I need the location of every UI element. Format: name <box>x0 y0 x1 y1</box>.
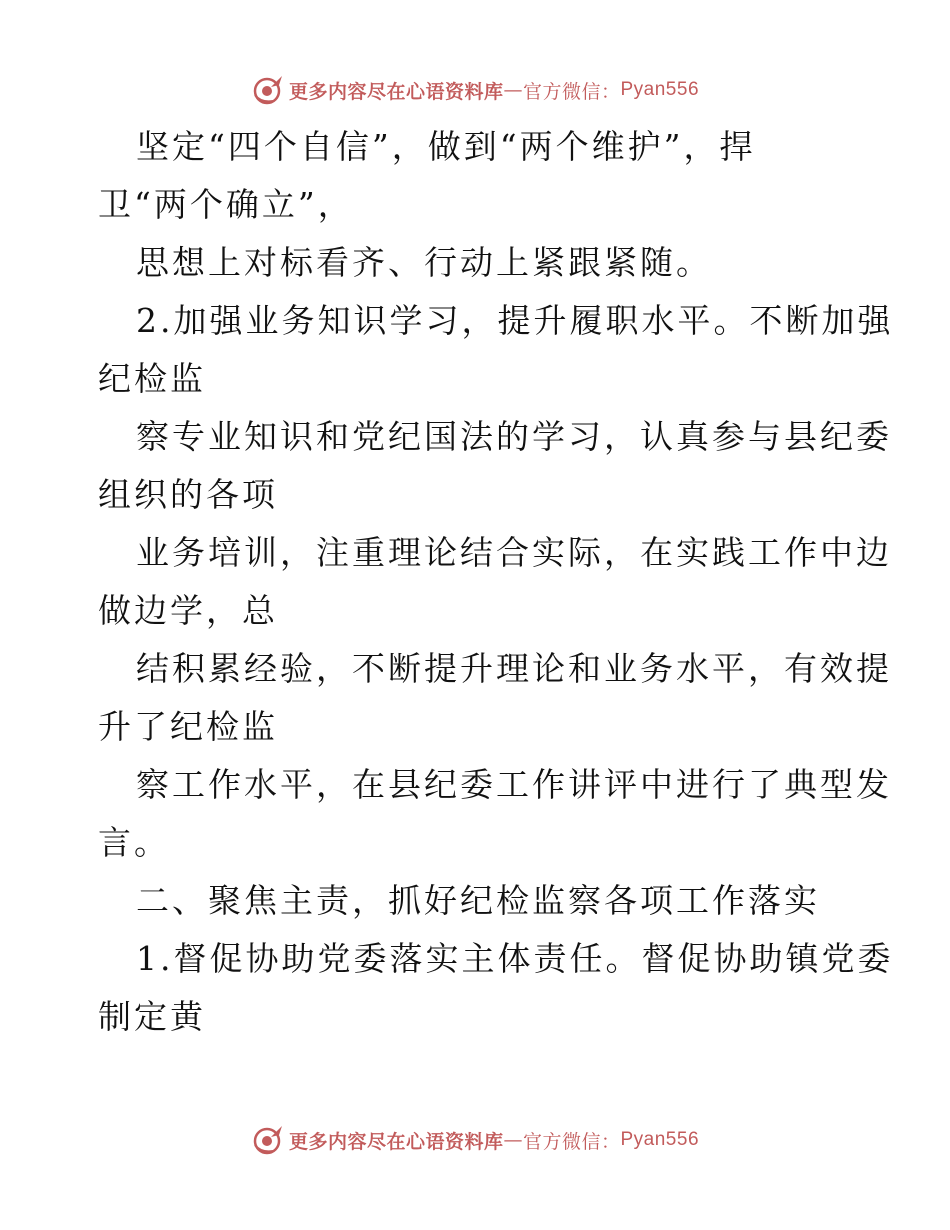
watermark-dash: — <box>503 1129 523 1151</box>
watermark-header <box>0 70 950 110</box>
text-line: 察专业知识和党纪国法的学习，认真参与县纪委 <box>136 417 892 456</box>
watermark-footer <box>0 1120 950 1160</box>
quill-pen-logo-icon <box>251 73 285 107</box>
text-line: 升了纪检监 <box>98 707 278 746</box>
text-line: 纪检监 <box>98 359 206 398</box>
quill-pen-logo-icon <box>251 1123 285 1157</box>
watermark-wechat-id: Pyan556 <box>620 1129 700 1150</box>
text-line: 思想上对标看齐、行动上紧跟紧随。 <box>136 243 712 282</box>
document-body <box>98 118 894 1046</box>
watermark-text: 更多内容尽在心语资料库 <box>288 80 504 103</box>
text-line: 结积累经验，不断提升理论和业务水平，有效提 <box>136 649 892 688</box>
text-line: 做边学，总 <box>98 591 278 630</box>
watermark-wechat-label: 官方微信： <box>522 80 621 103</box>
watermark-wechat-id: Pyan556 <box>620 79 700 100</box>
text-line: 业务培训，注重理论结合实际，在实践工作中边 <box>136 533 892 572</box>
watermark-text: 更多内容尽在心语资料库 <box>288 1130 504 1153</box>
watermark-dash: — <box>503 79 523 101</box>
text-line: 1.督促协助党委落实主体责任。督促协助镇党委 <box>136 939 894 978</box>
text-line: 察工作水平，在县纪委工作讲评中进行了典型发 <box>136 765 892 804</box>
text-line: 制定黄 <box>98 997 206 1036</box>
text-line: 坚定“四个自信”，做到“两个维护”，捍 <box>136 127 756 166</box>
section-heading: 二、聚焦主责，抓好纪检监察各项工作落实 <box>136 881 820 920</box>
text-line: 组织的各项 <box>98 475 278 514</box>
watermark-wechat-label: 官方微信： <box>522 1130 621 1153</box>
text-line: 卫“两个确立”， <box>98 185 354 224</box>
text-line: 言。 <box>98 823 170 862</box>
text-line: 2.加强业务知识学习，提升履职水平。不断加强 <box>136 301 894 340</box>
